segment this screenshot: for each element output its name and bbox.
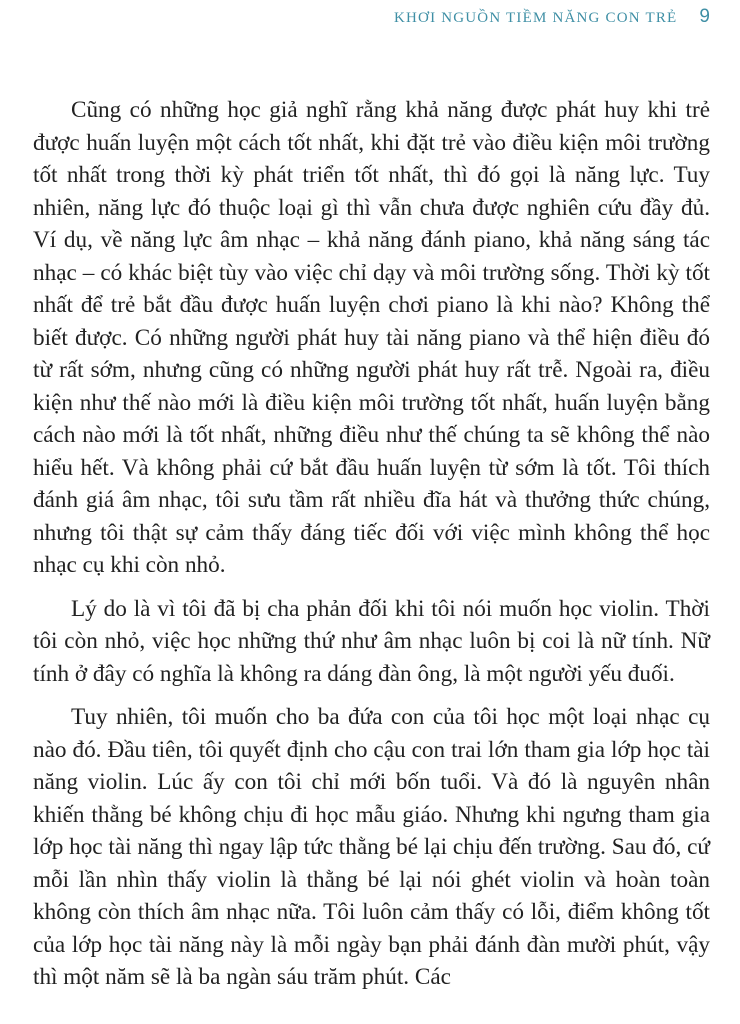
page-number: 9 [699,6,710,27]
header-title: KHƠI NGUỒN TIỀM NĂNG CON TRẺ [393,10,678,26]
paragraph-2: Lý do là vì tôi đã bị cha phản đối khi tôi nói muốn học violin. Thời tôi còn nhỏ, việc học những thứ như âm nhạc luôn bị coi là nữ tính. Nữ tính ở đây có nghĩa là không ra dáng đàn ông, là một người yếu đuối. [33,595,710,687]
paragraph-1: Cũng có những học giả nghĩ rằng khả năng được phát huy khi trẻ được huấn luyện một cách tốt nhất, khi đặt trẻ vào điều kiện môi trường tốt nhất trong thời kỳ phát triển tốt nhất, thì đó gọi là năng lực. Tuy nhiên, năng lực đó thuộc loại gì thì vẫn chưa được nghiên cứu đầy đủ. Ví dụ, về năng lực âm nhạc – khả năng đánh piano, khả năng sáng tác nhạc – có khác biệt tùy vào việc chỉ dạy và môi trường sống. Thời kỳ tốt nhất để trẻ bắt đầu được huấn luyện chơi piano là khi nào? Không thể biết được. Có những người phát huy tài năng piano và thể hiện điều đó từ rất sớm, nhưng cũng có những người phát huy rất trễ. Ngoài ra, điều kiện như thế nào mới là điều kiện môi trường tốt nhất, huấn luyện bằng cách nào mới là tốt nhất, những điều như thế chúng ta sẽ không thể nào hiểu hết. Và không phải cứ bắt đầu huấn luyện từ sớm là tốt. Tôi thích đánh giá âm nhạc, tôi sưu tầm rất nhiều đĩa hát và thưởng thức chúng, nhưng tôi thật sự cảm thấy đáng tiếc đối với việc mình không thể học nhạc cụ khi còn nhỏ. [33,97,710,578]
paragraph-3: Tuy nhiên, tôi muốn cho ba đứa con của tôi học một loại nhạc cụ nào đó. Đầu tiên, tôi quyết định cho cậu con trai lớn tham gia lớp học tài năng violin. Lúc ấy con tôi chỉ mới bốn tuổi. Và đó là nguyên nhân khiến thằng bé không chịu đi học mẫu giáo. Nhưng khi ngưng tham gia lớp học tài năng thì ngay lập tức thằng bé lại chịu đến trường. Sau đó, cứ mỗi lần nhìn thấy violin là thằng bé lại nói ghét violin và hoàn toàn không còn thích âm nhạc nữa. Tôi luôn cảm thấy có lỗi, điểm không tốt của lớp học tài năng này là mỗi ngày bạn phải đánh đàn mười phút, vậy thì một năm sẽ là ba ngàn sáu trăm phút. Các [33,704,710,990]
page-body [33,94,710,1005]
running-header [394,6,710,28]
